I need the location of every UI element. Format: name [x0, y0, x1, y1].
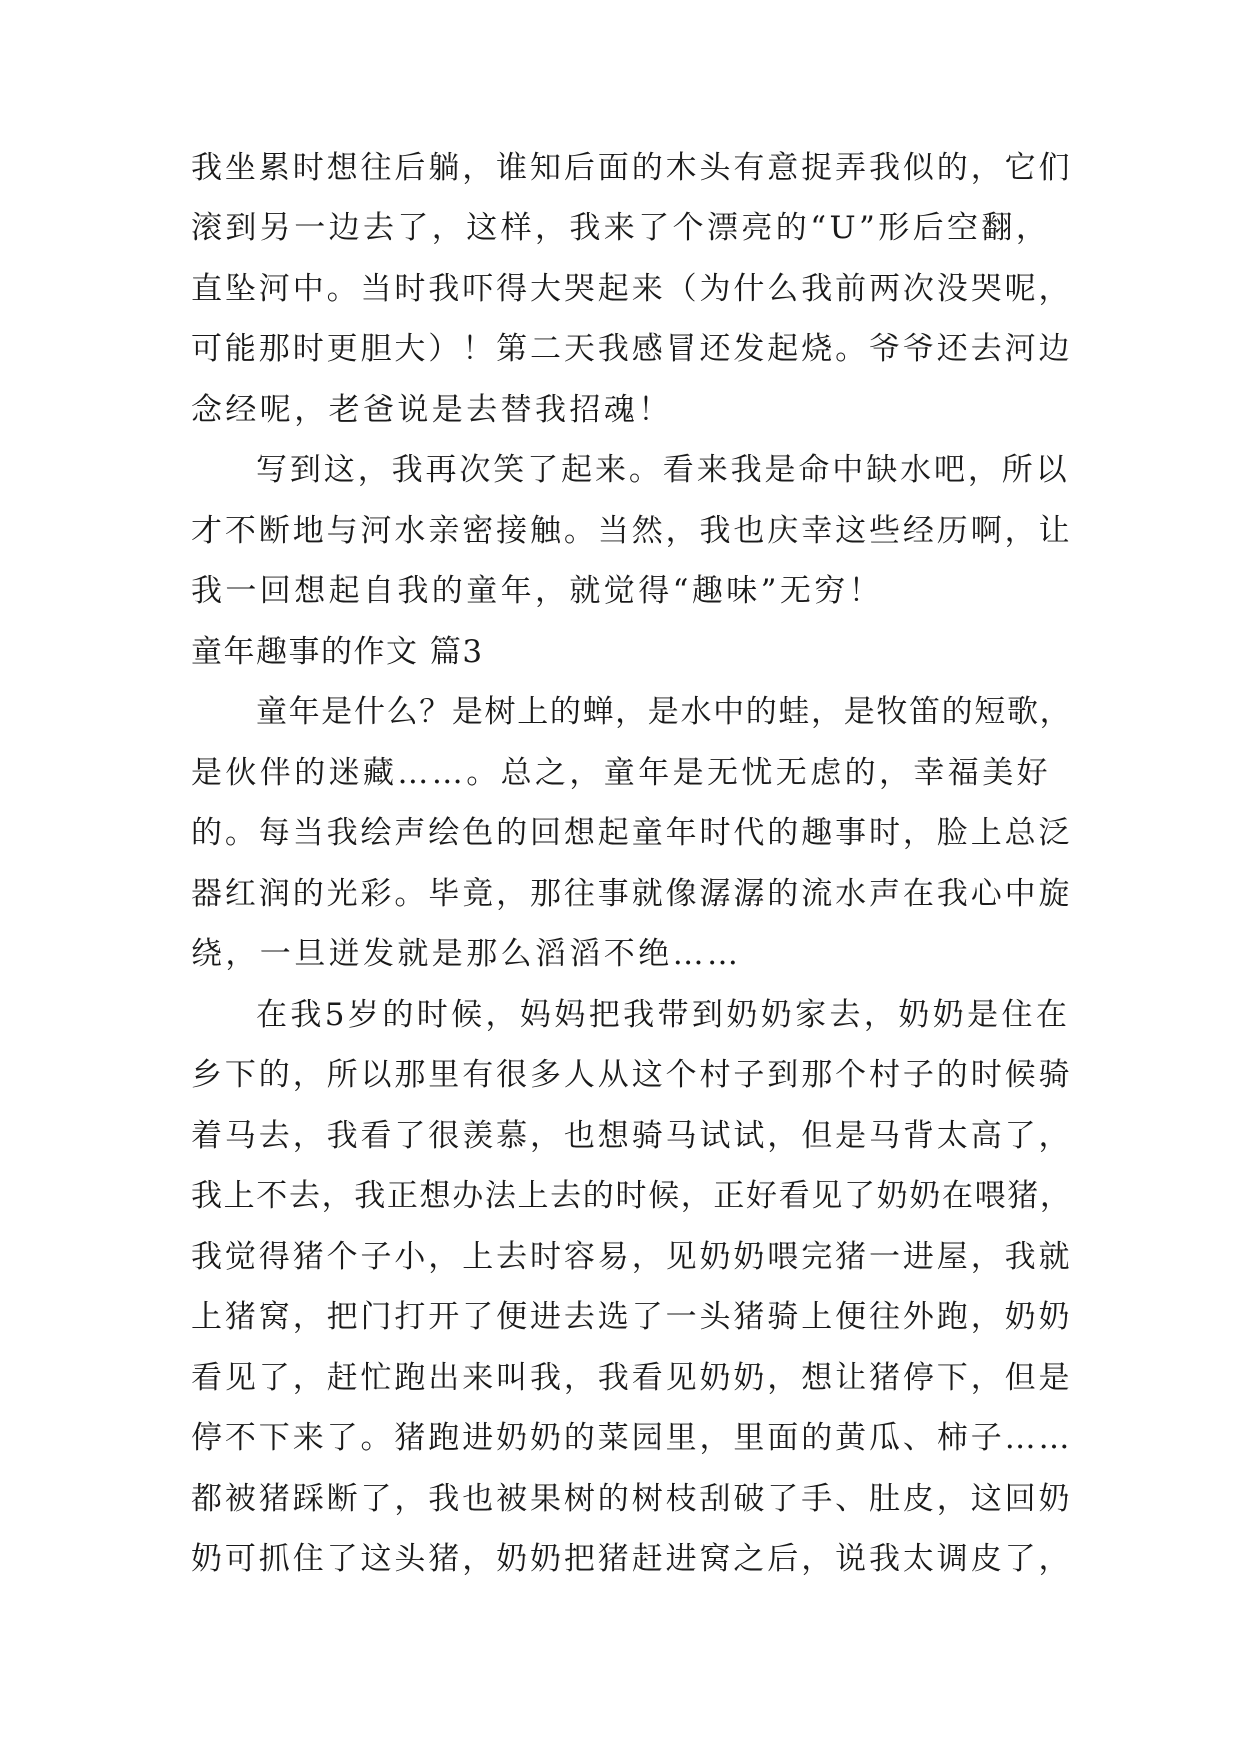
paragraph-3-line-1: 童年是什么？是树上的蝉，是水中的蛙，是牧笛的短歌， [256, 694, 1073, 730]
paragraph-1-line-5: 念经呢，老爸说是去替我招魂！ [191, 392, 673, 428]
paragraph-4-line-8: 停不下来了。猪跑进奶奶的菜园里，里面的黄瓜、柿子…… [191, 1420, 1073, 1456]
paragraph-1-line-4: 可能那时更胆大）！第二天我感冒还发起烧。爷爷还去河边 [191, 331, 1073, 367]
paragraph-3-line-2: 是伙伴的迷藏……。总之，童年是无忧无虑的，幸福美好 [191, 755, 1051, 791]
section-heading: 童年趣事的作文 篇3 [191, 634, 484, 670]
paragraph-4-line-4: 我上不去，我正想办法上去的时候，正好看见了奶奶在喂猪， [191, 1178, 1073, 1214]
paragraph-4-line-3: 着马去，我看了很羡慕，也想骑马试试，但是马背太高了， [191, 1118, 1073, 1154]
paragraph-4-line-10: 奶可抓住了这头猪，奶奶把猪赶进窝之后，说我太调皮了， [191, 1541, 1073, 1577]
paragraph-4-line-7: 看见了，赶忙跑出来叫我，我看见奶奶，想让猪停下，但是 [191, 1360, 1073, 1396]
paragraph-4-line-9: 都被猪踩断了，我也被果树的树枝刮破了手、肚皮，这回奶 [191, 1481, 1073, 1517]
paragraph-1-line-3: 直坠河中。当时我吓得大哭起来（为什么我前两次没哭呢， [191, 271, 1073, 307]
paragraph-2-line-3: 我一回想起自我的童年，就觉得“趣味”无穷！ [191, 573, 884, 609]
paragraph-3-line-4: 器红润的光彩。毕竟，那往事就像潺潺的流水声在我心中旋 [191, 876, 1073, 912]
paragraph-2-line-1: 写到这，我再次笑了起来。看来我是命中缺水吧，所以 [256, 452, 1070, 488]
paragraph-2-line-2: 才不断地与河水亲密接触。当然，我也庆幸这些经历啊，让 [191, 513, 1073, 549]
paragraph-4-line-2: 乡下的，所以那里有很多人从这个村子到那个村子的时候骑 [191, 1057, 1073, 1093]
paragraph-1-line-1: 我坐累时想往后躺，谁知后面的木头有意捉弄我似的，它们 [191, 150, 1073, 186]
paragraph-4-line-1: 在我5岁的时候，妈妈把我带到奶奶家去，奶奶是住在 [256, 997, 1071, 1033]
paragraph-3-line-3: 的。每当我绘声绘色的回想起童年时代的趣事时，脸上总泛 [191, 815, 1073, 851]
paragraph-4-line-6: 上猪窝，把门打开了便进去选了一头猪骑上便往外跑，奶奶 [191, 1299, 1073, 1335]
paragraph-4-line-5: 我觉得猪个子小，上去时容易，见奶奶喂完猪一进屋，我就 [191, 1239, 1073, 1275]
paragraph-1-line-2: 滚到另一边去了，这样，我来了个漂亮的“U”形后空翻， [191, 210, 1051, 246]
paragraph-3-line-5: 绕，一旦迸发就是那么滔滔不绝…… [191, 936, 742, 972]
